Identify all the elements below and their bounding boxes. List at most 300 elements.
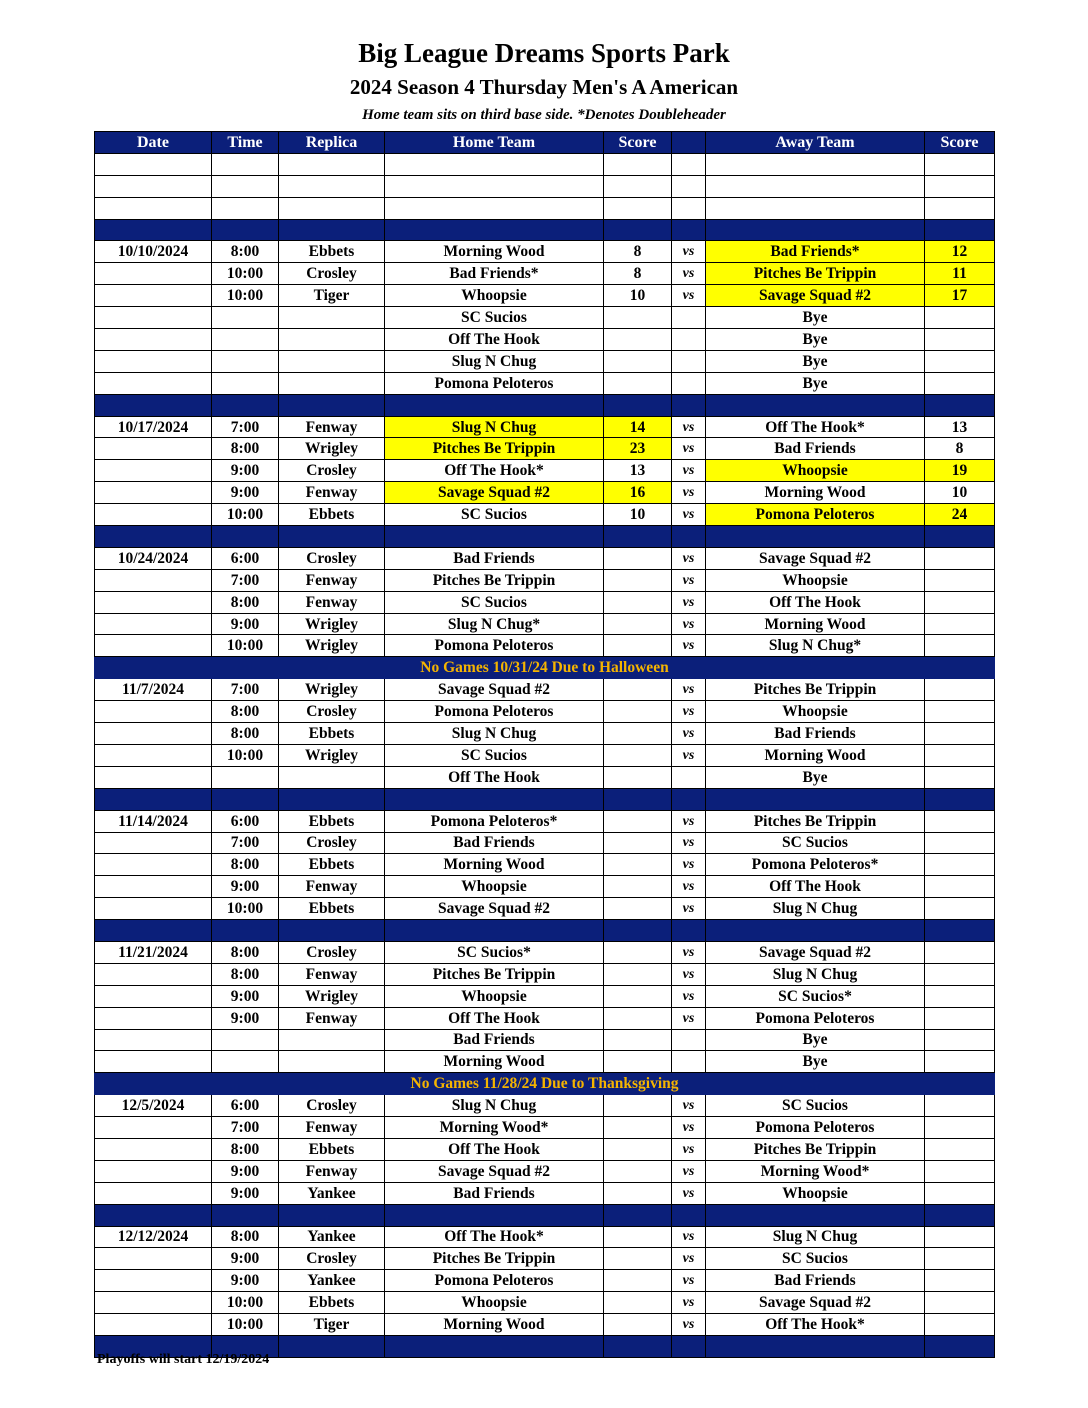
separator-cell (279, 1335, 385, 1357)
separator-cell (95, 788, 212, 810)
vs-cell: vs (672, 263, 706, 285)
separator-cell (385, 219, 604, 241)
vs-cell: vs (672, 1117, 706, 1139)
vs-cell (672, 1051, 706, 1073)
vs-cell (672, 307, 706, 329)
date-cell (95, 723, 212, 745)
col-header-date: Date (95, 132, 212, 154)
home-team-cell: Bad Friends* (385, 263, 604, 285)
away-team-cell: Bye (706, 1029, 925, 1051)
vs-cell (672, 766, 706, 788)
away-score-cell (925, 810, 995, 832)
separator-cell (279, 920, 385, 942)
vs-cell: vs (672, 963, 706, 985)
separator-cell (385, 1335, 604, 1357)
home-team-cell: Off The Hook (385, 766, 604, 788)
separator-cell (925, 1204, 995, 1226)
time-cell: 8:00 (212, 1138, 279, 1160)
separator-cell (95, 920, 212, 942)
table-row (95, 701, 995, 723)
date-cell (95, 504, 212, 526)
away-score-cell (925, 941, 995, 963)
away-team-cell: Off The Hook* (706, 1314, 925, 1336)
home-score-cell: 10 (604, 285, 672, 307)
away-team-cell: Pitches Be Trippin (706, 679, 925, 701)
separator-cell (706, 219, 925, 241)
date-cell (95, 1160, 212, 1182)
table-row (95, 329, 995, 351)
separator-cell (385, 526, 604, 548)
date-cell (95, 307, 212, 329)
time-cell: 8:00 (212, 438, 279, 460)
away-team-cell: Savage Squad #2 (706, 285, 925, 307)
separator-cell (95, 1204, 212, 1226)
time-cell: 7:00 (212, 416, 279, 438)
separator-cell (212, 788, 279, 810)
date-cell: 12/12/2024 (95, 1226, 212, 1248)
away-score-cell (925, 1029, 995, 1051)
away-team-cell: Bad Friends (706, 1270, 925, 1292)
separator-cell (95, 526, 212, 548)
vs-cell (672, 329, 706, 351)
away-score-cell (925, 766, 995, 788)
vs-cell: vs (672, 241, 706, 263)
vs-cell: vs (672, 1160, 706, 1182)
away-score-cell (925, 898, 995, 920)
away-team-cell (706, 175, 925, 197)
table-row (95, 1029, 995, 1051)
replica-cell: Crosley (279, 460, 385, 482)
date-cell (95, 635, 212, 657)
separator-cell (925, 526, 995, 548)
away-team-cell: Savage Squad #2 (706, 547, 925, 569)
vs-cell: vs (672, 1007, 706, 1029)
home-score-cell (604, 153, 672, 175)
separator-cell (925, 920, 995, 942)
away-score-cell: 12 (925, 241, 995, 263)
home-team-cell: Off The Hook* (385, 460, 604, 482)
away-score-cell (925, 1314, 995, 1336)
separator-cell (706, 1204, 925, 1226)
home-team-cell: SC Sucios (385, 504, 604, 526)
date-cell (95, 1248, 212, 1270)
vs-cell: vs (672, 547, 706, 569)
date-cell: 11/14/2024 (95, 810, 212, 832)
home-team-cell: Savage Squad #2 (385, 1160, 604, 1182)
date-cell: 11/7/2024 (95, 679, 212, 701)
week-separator-row (95, 1204, 995, 1226)
away-team-cell (706, 197, 925, 219)
replica-cell: Crosley (279, 701, 385, 723)
time-cell: 9:00 (212, 985, 279, 1007)
time-cell: 10:00 (212, 898, 279, 920)
vs-cell (672, 153, 706, 175)
replica-cell: Fenway (279, 591, 385, 613)
week-separator-row (95, 920, 995, 942)
separator-cell (925, 788, 995, 810)
home-score-cell (604, 350, 672, 372)
time-cell: 9:00 (212, 1160, 279, 1182)
replica-cell: Fenway (279, 482, 385, 504)
replica-cell: Ebbets (279, 810, 385, 832)
time-cell: 9:00 (212, 613, 279, 635)
away-score-cell (925, 985, 995, 1007)
time-cell: 9:00 (212, 1270, 279, 1292)
away-score-cell (925, 635, 995, 657)
separator-cell (672, 1204, 706, 1226)
home-score-cell: 16 (604, 482, 672, 504)
vs-cell: vs (672, 1292, 706, 1314)
home-score-cell (604, 723, 672, 745)
replica-cell: Crosley (279, 941, 385, 963)
separator-cell (279, 219, 385, 241)
table-row (95, 1051, 995, 1073)
page-subtitle: 2024 Season 4 Thursday Men's A American (349, 75, 739, 99)
time-cell: 7:00 (212, 832, 279, 854)
home-score-cell (604, 197, 672, 219)
separator-cell (672, 526, 706, 548)
away-score-cell (925, 350, 995, 372)
home-team-cell: Morning Wood (385, 241, 604, 263)
home-score-cell: 10 (604, 504, 672, 526)
replica-cell: Ebbets (279, 898, 385, 920)
away-team-cell: Whoopsie (706, 1182, 925, 1204)
home-team-cell: Morning Wood (385, 1051, 604, 1073)
away-team-cell: Slug N Chug* (706, 635, 925, 657)
home-score-cell (604, 1270, 672, 1292)
away-score-cell (925, 744, 995, 766)
replica-cell (279, 329, 385, 351)
date-cell (95, 1007, 212, 1029)
away-team-cell: Bad Friends* (706, 241, 925, 263)
date-cell (95, 153, 212, 175)
home-score-cell (604, 832, 672, 854)
home-team-cell: Off The Hook (385, 1007, 604, 1029)
replica-cell: Yankee (279, 1182, 385, 1204)
separator-cell (212, 219, 279, 241)
home-score-cell (604, 1292, 672, 1314)
home-team-cell: Pitches Be Trippin (385, 569, 604, 591)
replica-cell: Wrigley (279, 438, 385, 460)
table-row (95, 1248, 995, 1270)
no-games-row (95, 657, 995, 679)
table-row (95, 1138, 995, 1160)
away-score-cell: 17 (925, 285, 995, 307)
away-team-cell: SC Sucios (706, 1095, 925, 1117)
vs-cell: vs (672, 460, 706, 482)
date-cell (95, 591, 212, 613)
time-cell: 10:00 (212, 263, 279, 285)
time-cell: 7:00 (212, 569, 279, 591)
separator-cell (706, 394, 925, 416)
away-team-cell: Pomona Peloteros (706, 1117, 925, 1139)
table-row (95, 416, 995, 438)
table-row (95, 1182, 995, 1204)
no-games-note: No Games 11/28/24 Due to Thanksgiving (95, 1073, 995, 1095)
table-row (95, 985, 995, 1007)
home-team-cell: Savage Squad #2 (385, 482, 604, 504)
away-score-cell (925, 832, 995, 854)
time-cell: 10:00 (212, 1292, 279, 1314)
home-score-cell (604, 941, 672, 963)
date-cell (95, 1292, 212, 1314)
replica-cell: Wrigley (279, 635, 385, 657)
home-score-cell (604, 591, 672, 613)
table-row (95, 285, 995, 307)
home-score-cell (604, 1226, 672, 1248)
home-team-cell: Slug N Chug (385, 1095, 604, 1117)
home-score-cell (604, 985, 672, 1007)
home-team-cell: Slug N Chug (385, 350, 604, 372)
date-cell (95, 854, 212, 876)
replica-cell: Fenway (279, 1160, 385, 1182)
replica-cell: Wrigley (279, 985, 385, 1007)
vs-cell: vs (672, 504, 706, 526)
replica-cell: Tiger (279, 285, 385, 307)
week-separator-row (95, 394, 995, 416)
separator-cell (925, 394, 995, 416)
replica-cell (279, 153, 385, 175)
separator-cell (604, 219, 672, 241)
time-cell: 6:00 (212, 810, 279, 832)
vs-cell: vs (672, 1095, 706, 1117)
date-cell (95, 1270, 212, 1292)
away-team-cell: Savage Squad #2 (706, 941, 925, 963)
time-cell: 7:00 (212, 1117, 279, 1139)
away-team-cell: Whoopsie (706, 701, 925, 723)
home-team-cell: Bad Friends (385, 547, 604, 569)
separator-cell (279, 526, 385, 548)
page-note: Home team sits on third base side. *Denotes Doubleheader (362, 107, 726, 123)
date-cell (95, 1051, 212, 1073)
time-cell: 9:00 (212, 482, 279, 504)
away-team-cell: Off The Hook (706, 591, 925, 613)
away-score-cell (925, 1270, 995, 1292)
vs-cell (672, 372, 706, 394)
table-row (95, 307, 995, 329)
separator-cell (279, 394, 385, 416)
time-cell: 9:00 (212, 1182, 279, 1204)
away-score-cell (925, 1292, 995, 1314)
away-score-cell (925, 963, 995, 985)
home-score-cell (604, 307, 672, 329)
home-team-cell: Pitches Be Trippin (385, 1248, 604, 1270)
separator-cell (672, 920, 706, 942)
table-row (95, 1117, 995, 1139)
home-score-cell (604, 635, 672, 657)
home-team-cell: Morning Wood (385, 854, 604, 876)
home-score-cell: 8 (604, 263, 672, 285)
time-cell: 9:00 (212, 460, 279, 482)
home-score-cell (604, 1138, 672, 1160)
time-cell (212, 329, 279, 351)
away-score-cell (925, 197, 995, 219)
home-score-cell: 8 (604, 241, 672, 263)
away-team-cell: Whoopsie (706, 569, 925, 591)
time-cell (212, 197, 279, 219)
away-score-cell (925, 854, 995, 876)
table-row (95, 438, 995, 460)
vs-cell: vs (672, 744, 706, 766)
table-row (95, 723, 995, 745)
away-score-cell (925, 591, 995, 613)
col-header-home-score: Score (604, 132, 672, 154)
table-row (95, 1226, 995, 1248)
vs-cell: vs (672, 941, 706, 963)
away-score-cell (925, 1051, 995, 1073)
vs-cell: vs (672, 1314, 706, 1336)
col-header-home-team: Home Team (385, 132, 604, 154)
date-cell (95, 832, 212, 854)
home-score-cell (604, 810, 672, 832)
time-cell (212, 153, 279, 175)
away-team-cell: Morning Wood (706, 744, 925, 766)
no-games-row (95, 1073, 995, 1095)
replica-cell (279, 766, 385, 788)
date-cell (95, 613, 212, 635)
home-team-cell: SC Sucios (385, 591, 604, 613)
home-team-cell: Whoopsie (385, 876, 604, 898)
away-team-cell: Whoopsie (706, 460, 925, 482)
vs-cell: vs (672, 416, 706, 438)
time-cell: 10:00 (212, 504, 279, 526)
away-team-cell: Pomona Peloteros (706, 504, 925, 526)
separator-cell (672, 1335, 706, 1357)
replica-cell: Fenway (279, 569, 385, 591)
separator-cell (212, 394, 279, 416)
away-team-cell: Pitches Be Trippin (706, 263, 925, 285)
replica-cell: Tiger (279, 1314, 385, 1336)
replica-cell (279, 1029, 385, 1051)
replica-cell: Crosley (279, 1248, 385, 1270)
table-row (95, 1314, 995, 1336)
separator-cell (604, 920, 672, 942)
date-cell: 10/10/2024 (95, 241, 212, 263)
home-score-cell (604, 701, 672, 723)
table-row (95, 460, 995, 482)
away-score-cell: 19 (925, 460, 995, 482)
home-score-cell (604, 679, 672, 701)
separator-cell (279, 788, 385, 810)
time-cell: 8:00 (212, 591, 279, 613)
separator-cell (279, 1204, 385, 1226)
date-cell (95, 963, 212, 985)
away-team-cell: Morning Wood* (706, 1160, 925, 1182)
table-row (95, 1007, 995, 1029)
away-team-cell: Savage Squad #2 (706, 1292, 925, 1314)
separator-cell (604, 1204, 672, 1226)
time-cell: 8:00 (212, 941, 279, 963)
away-team-cell: Pitches Be Trippin (706, 810, 925, 832)
away-score-cell: 13 (925, 416, 995, 438)
replica-cell: Ebbets (279, 1292, 385, 1314)
replica-cell: Fenway (279, 1007, 385, 1029)
replica-cell: Ebbets (279, 504, 385, 526)
vs-cell: vs (672, 985, 706, 1007)
table-row (95, 1270, 995, 1292)
date-cell: 11/21/2024 (95, 941, 212, 963)
time-cell: 6:00 (212, 547, 279, 569)
vs-cell: vs (672, 285, 706, 307)
away-team-cell: Off The Hook (706, 876, 925, 898)
separator-cell (706, 788, 925, 810)
home-score-cell (604, 547, 672, 569)
vs-cell: vs (672, 613, 706, 635)
separator-cell (385, 394, 604, 416)
time-cell: 9:00 (212, 876, 279, 898)
time-cell (212, 766, 279, 788)
separator-cell (212, 526, 279, 548)
table-row (95, 241, 995, 263)
col-header-replica: Replica (279, 132, 385, 154)
vs-cell: vs (672, 898, 706, 920)
home-score-cell (604, 876, 672, 898)
time-cell: 7:00 (212, 679, 279, 701)
away-team-cell: Bad Friends (706, 438, 925, 460)
home-score-cell (604, 569, 672, 591)
playoffs-note: Playoffs will start 12/19/2024 (97, 1352, 270, 1367)
time-cell (212, 1051, 279, 1073)
separator-cell (604, 788, 672, 810)
vs-cell: vs (672, 569, 706, 591)
away-score-cell (925, 153, 995, 175)
home-score-cell (604, 1095, 672, 1117)
away-score-cell (925, 613, 995, 635)
time-cell (212, 1029, 279, 1051)
table-row (95, 504, 995, 526)
replica-cell: Wrigley (279, 744, 385, 766)
date-cell: 12/5/2024 (95, 1095, 212, 1117)
table-row (95, 1160, 995, 1182)
time-cell: 10:00 (212, 635, 279, 657)
home-score-cell (604, 372, 672, 394)
home-team-cell: Bad Friends (385, 1029, 604, 1051)
time-cell: 8:00 (212, 701, 279, 723)
separator-cell (706, 920, 925, 942)
time-cell: 8:00 (212, 854, 279, 876)
away-score-cell (925, 1182, 995, 1204)
replica-cell: Ebbets (279, 241, 385, 263)
away-score-cell (925, 1117, 995, 1139)
home-team-cell: Pomona Peloteros (385, 372, 604, 394)
vs-cell: vs (672, 810, 706, 832)
date-cell: 10/17/2024 (95, 416, 212, 438)
date-cell: 10/24/2024 (95, 547, 212, 569)
away-team-cell: Pomona Peloteros* (706, 854, 925, 876)
vs-cell: vs (672, 876, 706, 898)
separator-cell (385, 788, 604, 810)
week-separator-row (95, 219, 995, 241)
col-header-away-team: Away Team (706, 132, 925, 154)
separator-cell (95, 219, 212, 241)
table-row (95, 635, 995, 657)
home-score-cell (604, 1182, 672, 1204)
home-team-cell: Whoopsie (385, 985, 604, 1007)
home-team-cell: Off The Hook (385, 329, 604, 351)
table-row (95, 372, 995, 394)
table-row (95, 613, 995, 635)
away-team-cell: Off The Hook* (706, 416, 925, 438)
away-team-cell: Morning Wood (706, 482, 925, 504)
away-score-cell (925, 876, 995, 898)
away-score-cell (925, 1226, 995, 1248)
separator-cell (706, 526, 925, 548)
table-row (95, 679, 995, 701)
replica-cell: Crosley (279, 263, 385, 285)
home-score-cell (604, 329, 672, 351)
home-score-cell (604, 1248, 672, 1270)
replica-cell: Fenway (279, 416, 385, 438)
